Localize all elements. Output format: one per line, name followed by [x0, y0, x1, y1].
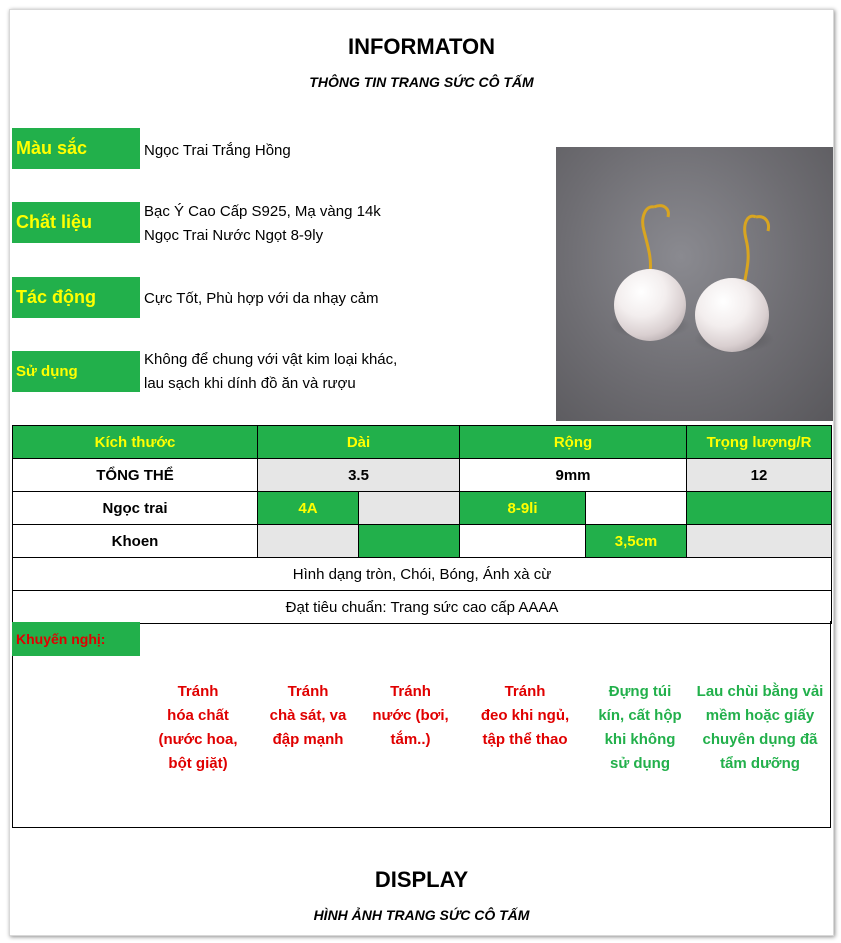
product-photo [556, 147, 833, 421]
advice-line: bột giặt) [168, 755, 228, 772]
header-weight: Trọng lượng/R [687, 426, 832, 459]
pearl-earrings-image [556, 147, 833, 421]
advice-item [358, 680, 463, 752]
value-usage-line: lau sạch khi dính đồ ăn và rượu [144, 375, 356, 392]
value-material [144, 200, 381, 248]
advice-item [465, 680, 585, 752]
advice-line: hóa chất [167, 707, 229, 724]
cell-hook-length [359, 525, 460, 558]
table-header-row [13, 426, 832, 459]
display-subtitle: HÌNH ẢNH TRANG SỨC CÔ TẤM [313, 907, 530, 923]
advice-line: tắm..) [390, 731, 431, 748]
row-label-hook: Khoen [13, 525, 258, 558]
table-row [13, 591, 832, 624]
label-effect: Tác động [12, 277, 140, 318]
header-size: Kích thước [13, 426, 258, 459]
advice-line: Tránh [177, 683, 219, 700]
advice-line: Tránh [287, 683, 329, 700]
display-title: DISPLAY [374, 867, 469, 892]
table-row [13, 459, 832, 492]
page-title: INFORMATON [347, 34, 496, 59]
page-subtitle: THÔNG TIN TRANG SỨC CÔ TẤM [309, 74, 534, 90]
advice-line: sử dụng [609, 755, 671, 772]
cell-pearl-weight [687, 492, 832, 525]
value-color [144, 139, 291, 163]
cell-hook-weight [687, 525, 832, 558]
advice-line: Lau chùi bằng vải [696, 683, 824, 700]
value-material-line: Bạc Ý Cao Cấp S925, Mạ vàng 14k [144, 203, 381, 220]
row-label-overall: TỔNG THỂ [13, 459, 258, 492]
advice-item [253, 680, 363, 752]
table-row [13, 492, 832, 525]
advice-line: tập thể thao [482, 731, 568, 748]
cell-hook-empty [460, 525, 586, 558]
value-effect-line: Cực Tốt, Phù hợp với da nhạy cảm [144, 290, 379, 307]
value-usage-line: Không để chung với vật kim loại khác, [144, 351, 398, 368]
label-material: Chất liệu [12, 202, 140, 243]
advice-line: (nước hoa, [158, 731, 238, 748]
advice-line: Tránh [504, 683, 546, 700]
advice-line: chà sát, va [269, 707, 347, 724]
advice-item [690, 680, 830, 776]
table-row [13, 558, 832, 591]
advice-line: tẩm dưỡng [720, 755, 800, 772]
value-effect [144, 287, 379, 311]
row-label-pearl: Ngọc trai [13, 492, 258, 525]
cell-pearl-empty [586, 492, 687, 525]
note-standard: Đạt tiêu chuẩn: Trang sức cao cấp AAAA [13, 591, 832, 624]
advice-line: khi không [604, 731, 676, 748]
advice-line: đập mạnh [272, 731, 344, 748]
cell-hook-width: 3,5cm [586, 525, 687, 558]
cell-overall-weight: 12 [687, 459, 832, 492]
table-row [13, 525, 832, 558]
advice-item [138, 680, 258, 776]
cell-pearl-width: 8-9li [460, 492, 586, 525]
advice-line: mềm hoặc giấy [705, 707, 815, 724]
header-length: Dài [258, 426, 460, 459]
cell-pearl-empty [359, 492, 460, 525]
cell-overall-width: 9mm [460, 459, 687, 492]
value-material-line: Ngọc Trai Nước Ngọt 8-9ly [144, 227, 324, 244]
advice-line: đeo khi ngủ, [480, 707, 570, 724]
label-usage: Sử dụng [12, 351, 140, 392]
value-usage [144, 348, 397, 396]
advice-line: nước (bơi, [372, 707, 449, 724]
advice-line: Đựng túi [608, 683, 672, 700]
cell-overall-length: 3.5 [258, 459, 460, 492]
note-shape: Hình dạng tròn, Chói, Bóng, Ánh xà cừ [13, 558, 832, 591]
advice-line: Tránh [390, 683, 431, 700]
page [9, 9, 834, 936]
advice-item [585, 680, 695, 776]
advice-line: chuyên dụng đã [702, 731, 818, 748]
label-color: Màu sắc [12, 128, 140, 169]
advice-line: kín, cất hộp [598, 707, 682, 724]
header-width: Rộng [460, 426, 687, 459]
advice-label: Khuyến nghị: [12, 622, 140, 656]
cell-pearl-length: 4A [258, 492, 359, 525]
value-color-line: Ngọc Trai Trắng Hồng [144, 142, 291, 159]
cell-hook-empty [258, 525, 359, 558]
size-table [12, 425, 832, 624]
